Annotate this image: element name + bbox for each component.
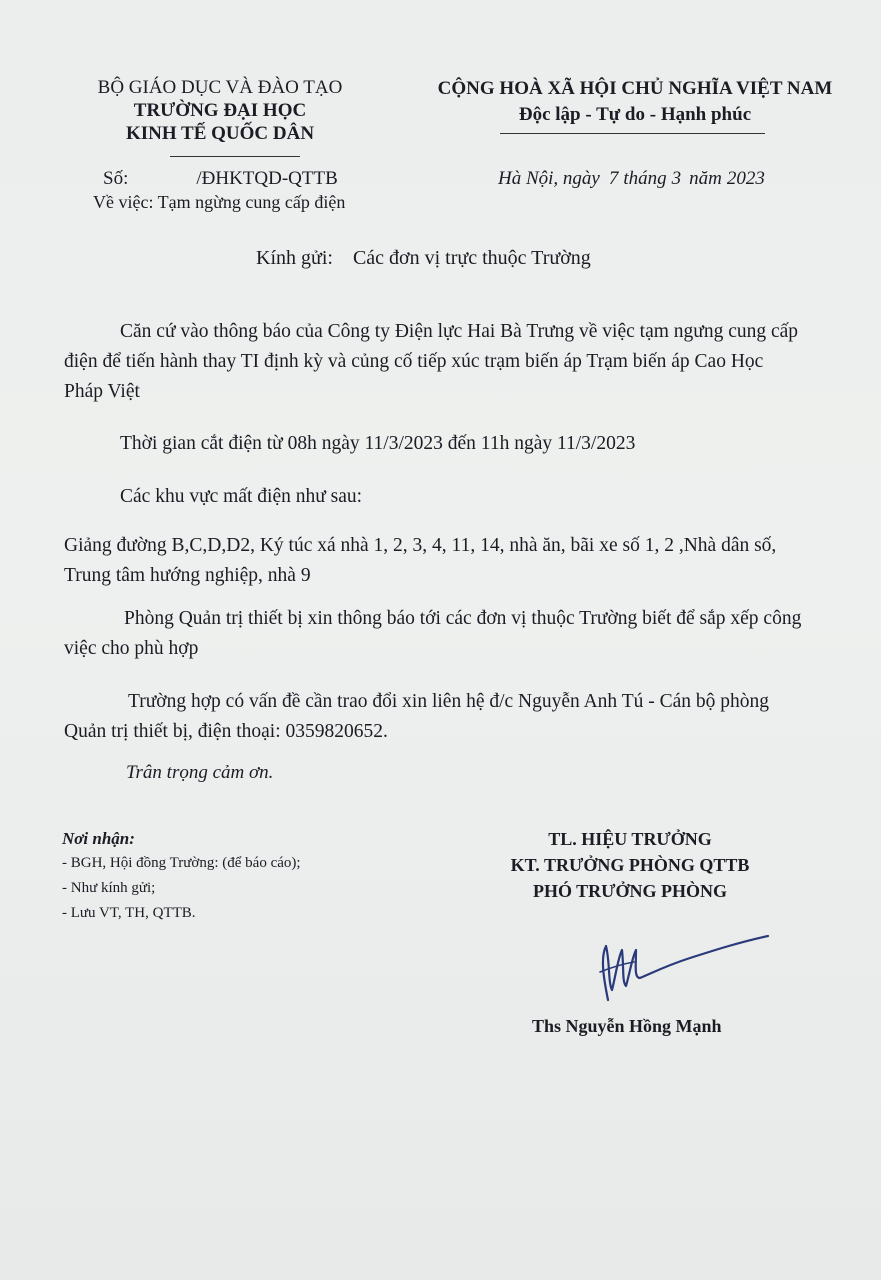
dateline-place: Hà Nội, ngày [498, 168, 600, 189]
dateline-month: 3 [671, 168, 682, 189]
dateline-day: 7 [608, 168, 619, 189]
body-paragraph-2: Thời gian cắt điện từ 08h ngày 11/3/2023 đến 11h ngày 11/3/2023 [120, 433, 636, 454]
closing-thanks: Trân trọng cảm ơn. [126, 762, 274, 783]
greeting [256, 247, 591, 270]
signature-title-block [470, 826, 790, 904]
dateline [498, 168, 770, 190]
signature-title-line2: KT. TRƯỞNG PHÒNG QTTB [510, 855, 750, 875]
handwritten-signature [570, 928, 780, 1008]
body-paragraph-3: Các khu vực mất điện như sau: [120, 486, 363, 507]
dateline-year: 2023 [726, 168, 765, 189]
body-paragraph-4: Giảng đường B,C,D,D2, Ký túc xá nhà 1, 2, 3, 4, 11, 14, nhà ăn, bãi xe số 1, 2 ,Nhà dân số, Trung tâm hướng nghiệp, nhà 9 [64, 535, 777, 586]
ministry-name: BỘ GIÁO DỤC VÀ ĐÀO TẠO [97, 77, 343, 98]
signer-name: Ths Nguyễn Hồng Mạnh [532, 1016, 722, 1036]
recipients-label-text: Nơi nhận [62, 829, 130, 848]
national-header [420, 76, 850, 128]
recipients-label-colon: : [129, 829, 135, 848]
document-subject: Về việc: Tạm ngừng cung cấp điện [93, 192, 346, 212]
issuer-header [60, 76, 380, 145]
motto-underline [500, 133, 765, 134]
recipient-item: - Như kính gửi; [62, 880, 156, 896]
recipients-label [62, 826, 301, 851]
document-number [103, 168, 338, 190]
national-motto: Độc lập - Tự do - Hạnh phúc [518, 104, 752, 125]
signature-title-line1: TL. HIỆU TRƯỞNG [548, 829, 712, 849]
document-number-label: Số: [103, 168, 129, 189]
dateline-month-label: tháng [623, 168, 667, 189]
nation-name: CỘNG HOÀ XÃ HỘI CHỦ NGHĨA VIỆT NAM [437, 78, 833, 99]
body-paragraph-6: Trường hợp có vấn đề cần trao đổi xin liên hệ đ/c Nguyễn Anh Tú - Cán bộ phòng Quản trị thiết bị, điện thoại: 0359820652. [64, 691, 770, 742]
recipient-item: - Lưu VT, TH, QTTB. [62, 905, 196, 921]
university-name-line2: KINH TẾ QUỐC DÂN [125, 123, 315, 144]
recipients-block [62, 826, 301, 926]
body-paragraph-5: Phòng Quản trị thiết bị xin thông báo tới các đơn vị thuộc Trường biết để sắp xếp công việc cho phù hợp [64, 608, 802, 659]
issuer-underline [170, 156, 300, 157]
signature-title-line3: PHÓ TRƯỞNG PHÒNG [532, 881, 727, 901]
recipient-item: - BGH, Hội đồng Trường: (để báo cáo); [62, 855, 301, 871]
document-number-value: /ĐHKTQD-QTTB [196, 168, 338, 189]
dateline-year-label: năm [689, 168, 722, 189]
body-paragraph-1: Căn cứ vào thông báo của Công ty Điện lực Hai Bà Trưng về việc tạm ngưng cung cấp điện để tiến hành thay TI định kỳ và củng cố tiếp xúc trạm biến áp Trạm biến áp Cao Học Pháp Việt [64, 321, 799, 402]
greeting-recipient: Các đơn vị trực thuộc Trường [352, 247, 591, 269]
university-name-line1: TRƯỜNG ĐẠI HỌC [133, 100, 307, 121]
greeting-label: Kính gửi: [256, 247, 333, 269]
